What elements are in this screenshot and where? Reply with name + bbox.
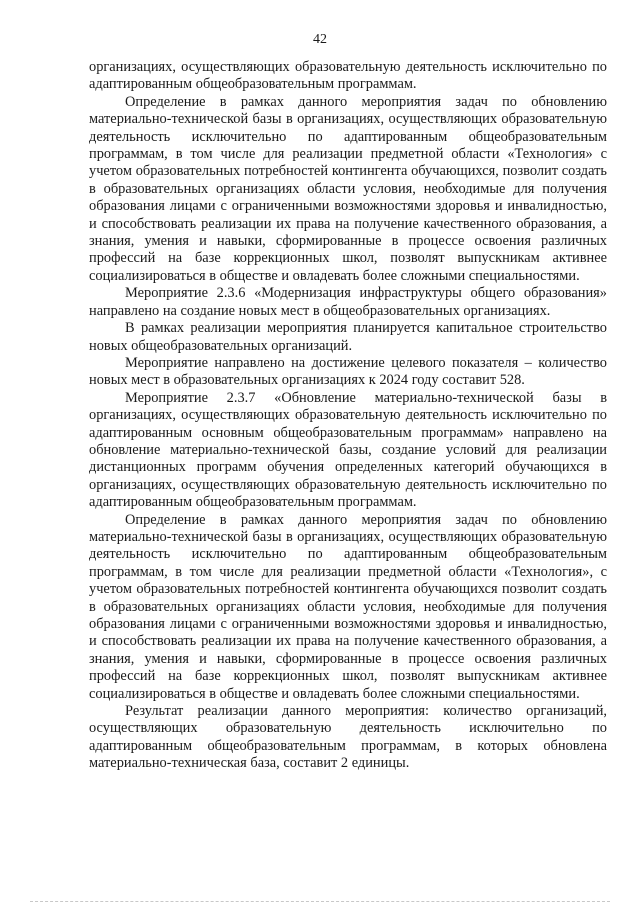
paragraph-mtb-renewal-tasks-1: Определение в рамках данного мероприятия задач по обновлению материально-технической базы в организациях, осуществляющих образовательную деятельность исключительно по адаптированным общеобразовательным программам, в том числе для реализации предметной области «Технология» с учетом образовательных потребностей контингента обучающихся, позволит создать в образовательных организациях области условия, необходимые для получения образования лицами с ограниченными возможностями здоровья и инвалидностью, и способствовать реализации их права на получение качественного образования, а знания, умения и навыки, сформированные в процессе освоения различных профессий на базе коррекционных школ, позволят выпускникам активнее социализироваться в обществе и овладевать более сложными специальностями. — [89, 93, 607, 284]
paragraph-continuation: организациях, осуществляющих образовательную деятельность исключительно по адаптированным общеобразовательным программам. — [89, 59, 607, 93]
page-number: 42 — [313, 32, 327, 47]
paragraph-target-indicator: Мероприятие направлено на достижение целевого показателя – количество новых мест в образовательных организациях к 2024 году составит 528. — [89, 354, 607, 389]
scan-edge-line — [30, 901, 610, 902]
paragraph-measure-2-3-7: Мероприятие 2.3.7 «Обновление материально-технической базы в организациях, осуществляющих образовательную деятельность исключительно по адаптированным основным общеобразовательным программам» направлено на обновление материально-технической базы, создание условий для реализации дистанционных программ обучения определенных категорий обучающихся в организациях, осуществляющих образовательную деятельность исключительно по адаптированным общеобразовательным программам. — [89, 389, 607, 511]
paragraph-measure-2-3-6: Мероприятие 2.3.6 «Модернизация инфраструктуры общего образования» направлено на создание новых мест в общеобразовательных организациях. — [89, 285, 607, 319]
document-body — [89, 59, 607, 773]
paragraph-result: Результат реализации данного мероприятия: количество организаций, осуществляющих образовательную деятельность исключительно по адаптированным общеобразовательным программам, в которых обновлена материально-техническая база, составит 2 единицы. — [89, 703, 607, 772]
paragraph-mtb-renewal-tasks-2: Определение в рамках данного мероприятия задач по обновлению материально-технической базы в организациях, осуществляющих образовательную деятельность исключительно по адаптированным общеобразовательным программам, в том числе для реализации предметной области «Технология», с учетом образовательных потребностей контингента обучающихся позволит создать в образовательных организациях области условия, необходимые для получения образования лицами с ограниченными возможностями здоровья и инвалидностью, и способствовать реализации их права на получение качественного образования, а знания, умения и навыки, сформированные в процессе освоения различных профессий на базе коррекционных школ, позволят выпускникам активнее социализироваться в обществе и овладевать более сложными специальностями. — [89, 511, 607, 702]
paragraph-capital-construction: В рамках реализации мероприятия планируется капитальное строительство новых общеобразовательных организаций. — [89, 320, 607, 354]
